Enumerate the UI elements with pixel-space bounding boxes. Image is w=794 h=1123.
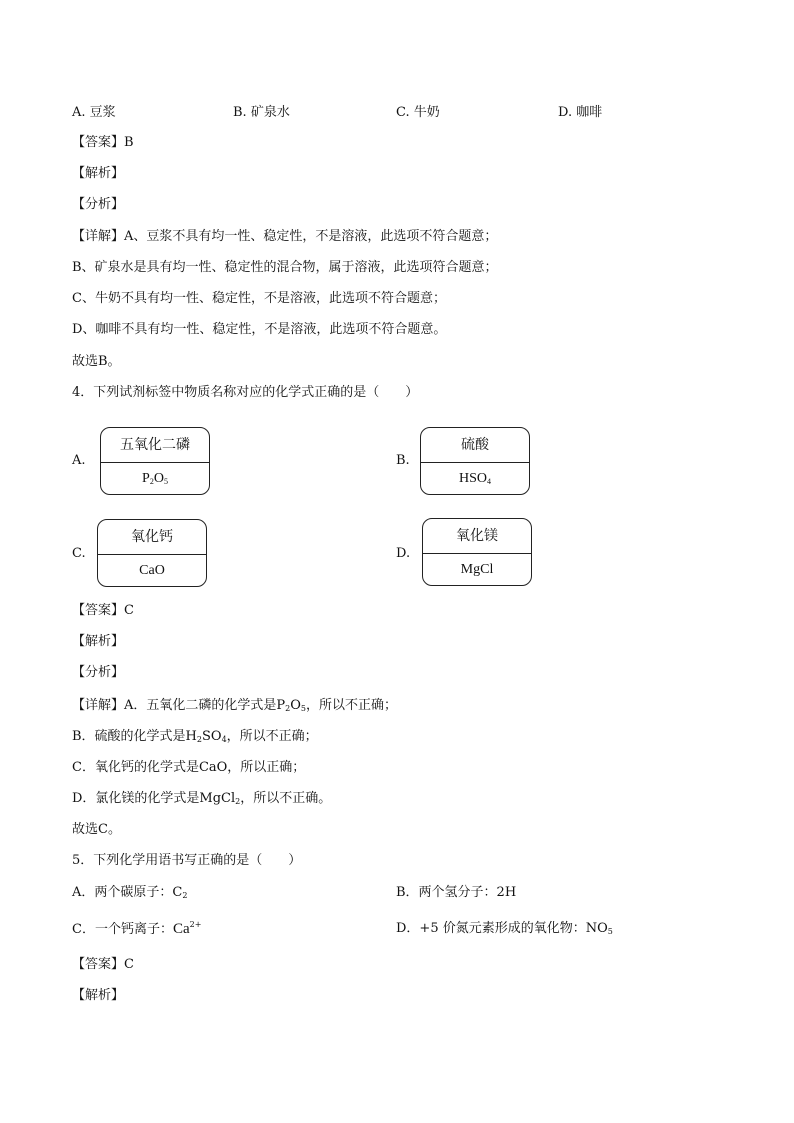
q4-reagent-label-d — [422, 518, 532, 586]
q4-reagent-label-c — [97, 519, 207, 587]
q5-option-a: A．两个碳原子：$C_2$ — [72, 885, 188, 900]
reagent-name: 氧化镁 — [423, 519, 531, 554]
q3-conclusion: 故选B。 — [72, 354, 121, 369]
answer-value: B — [124, 135, 134, 150]
q4-reagent-label-b — [420, 427, 530, 495]
q4-answer — [72, 602, 134, 620]
q4-label-c-letter: C. — [72, 546, 86, 561]
q3-option-d: D. 咖啡 — [558, 105, 603, 120]
q4-detail-d: D．氯化镁的化学式是MgCl$_2$，所以不正确。 — [72, 791, 332, 806]
q4-label-a-letter: A. — [72, 453, 86, 468]
answer-label: 【答案】 — [72, 135, 125, 150]
q4-detail-c: C．氧化钙的化学式是CaO，所以正确； — [72, 760, 306, 775]
q3-detail-b: B、矿泉水是具有均一性、稳定性的混合物，属于溶液，此选项符合题意； — [72, 260, 498, 275]
q3-detail-d: D、咖啡不具有均一性、稳定性，不是溶液，此选项不符合题意。 — [72, 322, 447, 337]
q4-detail-b: B．硫酸的化学式是$H_2SO_4$，所以不正确； — [72, 729, 318, 744]
q5-option-d: D．+5 价氮元素形成的氧化物：$NO_5$ — [396, 921, 613, 936]
q4-conclusion: 故选C。 — [72, 822, 121, 837]
reagent-formula: $P_2O_5$ — [142, 471, 168, 486]
answer-value: C — [124, 603, 134, 618]
q3-fenxi-label: 【分析】 — [72, 197, 125, 212]
q3-option-c: C. 牛奶 — [396, 105, 440, 120]
q5-stem: 5．下列化学用语书写正确的是（ ） — [72, 853, 302, 868]
reagent-formula: CaO — [139, 563, 165, 578]
reagent-name: 五氧化二磷 — [101, 428, 209, 463]
q3-option-a: A. 豆浆 — [72, 105, 116, 120]
q3-answer — [72, 134, 134, 152]
q4-analysis-label: 【解析】 — [72, 634, 125, 649]
reagent-name: 氧化钙 — [98, 520, 206, 555]
q5-analysis-label: 【解析】 — [72, 988, 125, 1003]
q4-fenxi-label: 【分析】 — [72, 665, 125, 680]
answer-label: 【答案】 — [72, 603, 125, 618]
q5-answer — [72, 956, 134, 974]
q5-option-b: B．两个氢分子：2H — [396, 885, 517, 900]
detail-text: A、豆浆不具有均一性、稳定性，不是溶液，此选项不符合题意； — [124, 229, 498, 244]
q4-stem: 4．下列试剂标签中物质名称对应的化学式正确的是（ ） — [72, 385, 419, 400]
reagent-formula: $HSO_4$ — [458, 471, 491, 486]
detail-label: 【详解】 — [72, 698, 125, 713]
q4-label-b-letter: B. — [396, 453, 410, 468]
q5-option-c: C．一个钙离子：$Ca^{2+}$ — [72, 920, 202, 937]
reagent-name: 硫酸 — [421, 428, 529, 463]
q3-analysis-label: 【解析】 — [72, 166, 125, 181]
q3-detail-a — [72, 228, 497, 246]
q4-reagent-label-a — [100, 427, 210, 495]
answer-value: C — [124, 957, 134, 972]
q3-option-b: B. 矿泉水 — [233, 105, 290, 120]
q3-detail-c: C、牛奶不具有均一性、稳定性，不是溶液，此选项不符合题意； — [72, 291, 446, 306]
detail-label: 【详解】 — [72, 229, 125, 244]
q4-detail-a: 【详解】A．五氧化二磷的化学式是$P_2O_5$，所以不正确； — [72, 698, 398, 713]
reagent-formula: MgCl — [460, 562, 494, 577]
q4-label-d-letter: D. — [396, 546, 411, 561]
answer-label: 【答案】 — [72, 957, 125, 972]
